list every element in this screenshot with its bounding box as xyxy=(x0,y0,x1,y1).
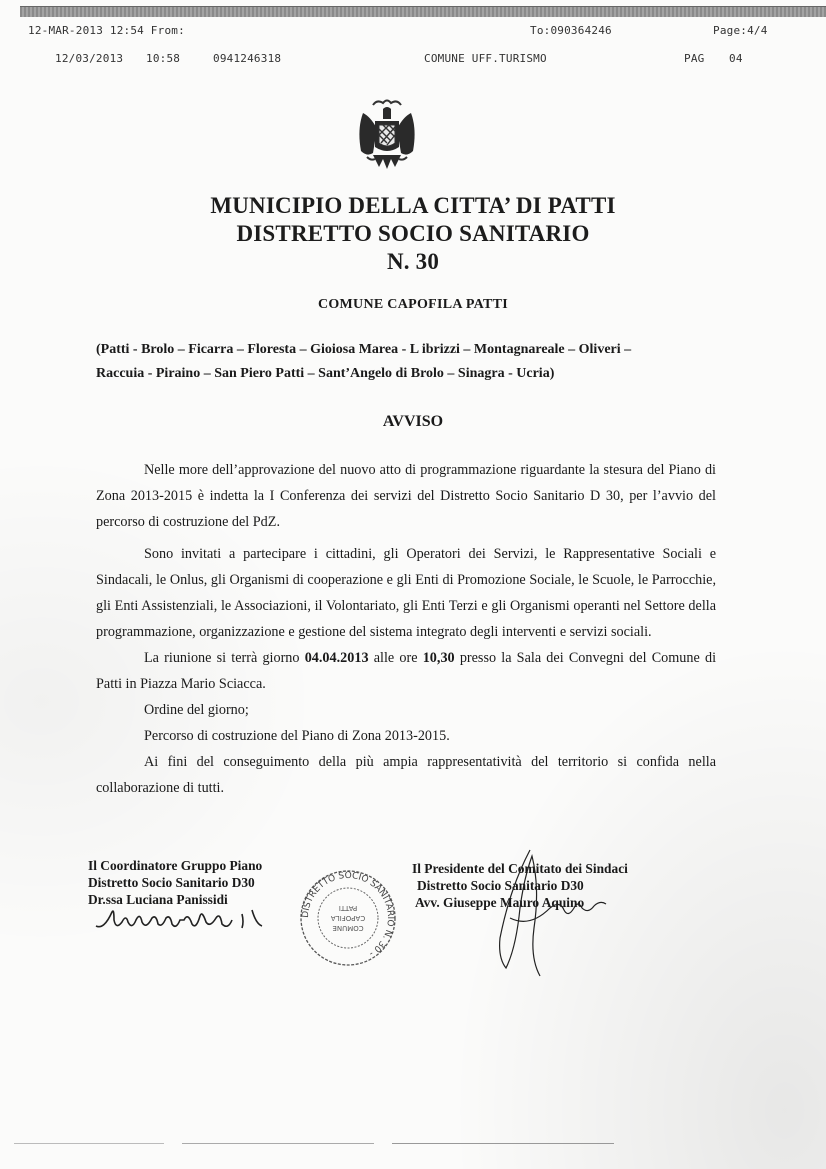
fax-to-number: To:090364246 xyxy=(530,24,612,37)
stamp-center-comune: COMUNE xyxy=(332,924,364,932)
agenda-label: Ordine del giorno; xyxy=(144,702,249,718)
coordinator-name: Dr.ssa Luciana Panissidi xyxy=(88,892,228,907)
page-edge-line xyxy=(14,1143,614,1144)
fax-sender-number: 0941246318 xyxy=(213,52,282,65)
title-number: N. 30 xyxy=(386,249,440,274)
meeting-location-text: presso la Sala dei Convegni del Comune di Patti in Piazza Mario Sciacca. xyxy=(96,650,717,692)
coordinator-org: Distretto Socio Sanitario D30 xyxy=(88,875,255,890)
stamp-center-patti: PATTI xyxy=(338,904,358,912)
fax-page-count: Page:4/4 xyxy=(713,24,768,37)
fax-send-time: 10:58 xyxy=(146,52,181,65)
stamp-ring-text: DISTRETTO SOCIO SANITARIO N. 30 - xyxy=(300,870,396,959)
fax-sender-name: COMUNE UFF.TURISMO xyxy=(424,52,547,65)
president-role: Il Presidente del Comitato dei Sindaci xyxy=(412,861,628,876)
paragraph-intro: Nelle more dell’approvazione del nuovo atto di programmazione riguardante la stesura del Piano di Zona 2013-2015 è indetta la I Conferenza dei servizi del Distretto Socio Sanitario D 30, per l’avvio del percorso di costruzione del PdZ. xyxy=(96,462,716,530)
paragraph-meeting xyxy=(96,645,716,697)
member-towns-line-1: (Patti - Brolo – Ficarra – Floresta – Gioiosa Marea - L ibrizzi – Montagnareale – Oliveri – xyxy=(96,342,632,357)
member-towns-line-2: Raccuia - Piraino – San Piero Patti – Sant’Angelo di Brolo – Sinagra - Ucria) xyxy=(96,366,555,381)
notice-title: AVVISO xyxy=(382,413,444,430)
title-distretto: DISTRETTO SOCIO SANITARIO xyxy=(236,221,590,246)
paragraph-invitees: Sono invitati a partecipare i cittadini, gli Operatori dei Servizi, le Rappresentative Sociali e Sindacali, le Onlus, gli Organismi di cooperazione e gli Enti di Promozione Sociale, le Scuole, le Parrocchie, gli Enti Assistenziali, le Associazioni, il Volontariato, gli Enti Terzi e gli Organismi operanti nel Settore della programmazione, organizzazione e gestione del sistema integrato degli interventi e servizi sociali. xyxy=(96,546,716,640)
president-org: Distretto Socio Sanitario D30 xyxy=(417,878,584,893)
notice-body xyxy=(96,457,716,801)
meeting-date: 04.04.2013 xyxy=(304,650,369,666)
stamp-center-capofila: CAPOFILA xyxy=(330,914,366,922)
coordinator-role: Il Coordinatore Gruppo Piano xyxy=(88,858,263,873)
fax-pag-label: PAG xyxy=(684,52,705,65)
agenda-item: Percorso di costruzione del Piano di Zona 2013-2015. xyxy=(144,728,450,744)
fax-datetime-from: 12-MAR-2013 12:54 From: xyxy=(28,24,185,37)
subtitle-comune-capofila: COMUNE CAPOFILA PATTI xyxy=(317,297,509,312)
coordinator-handwritten-signature xyxy=(92,900,282,940)
fax-pag-number: 04 xyxy=(729,52,743,65)
meeting-time: 10,30 xyxy=(422,650,455,666)
eagle-coat-of-arms-icon xyxy=(355,95,419,175)
president-name: Avv. Giuseppe Mauro Aquino xyxy=(415,895,585,910)
fax-send-date: 12/03/2013 xyxy=(55,52,124,65)
title-municipio: MUNICIPIO DELLA CITTA’ DI PATTI xyxy=(210,193,616,218)
official-stamp xyxy=(288,868,408,968)
meeting-time-label: alle ore xyxy=(368,650,423,666)
member-towns-list xyxy=(96,338,816,386)
fax-transmission-bar xyxy=(20,6,826,17)
meeting-intro-text: La riunione si terrà giorno xyxy=(144,650,305,666)
paragraph-closing: Ai fini del conseguimento della più ampia rappresentatività del territorio si confida nella collaborazione di tutti. xyxy=(96,754,716,796)
president-handwritten-signature xyxy=(470,848,610,978)
